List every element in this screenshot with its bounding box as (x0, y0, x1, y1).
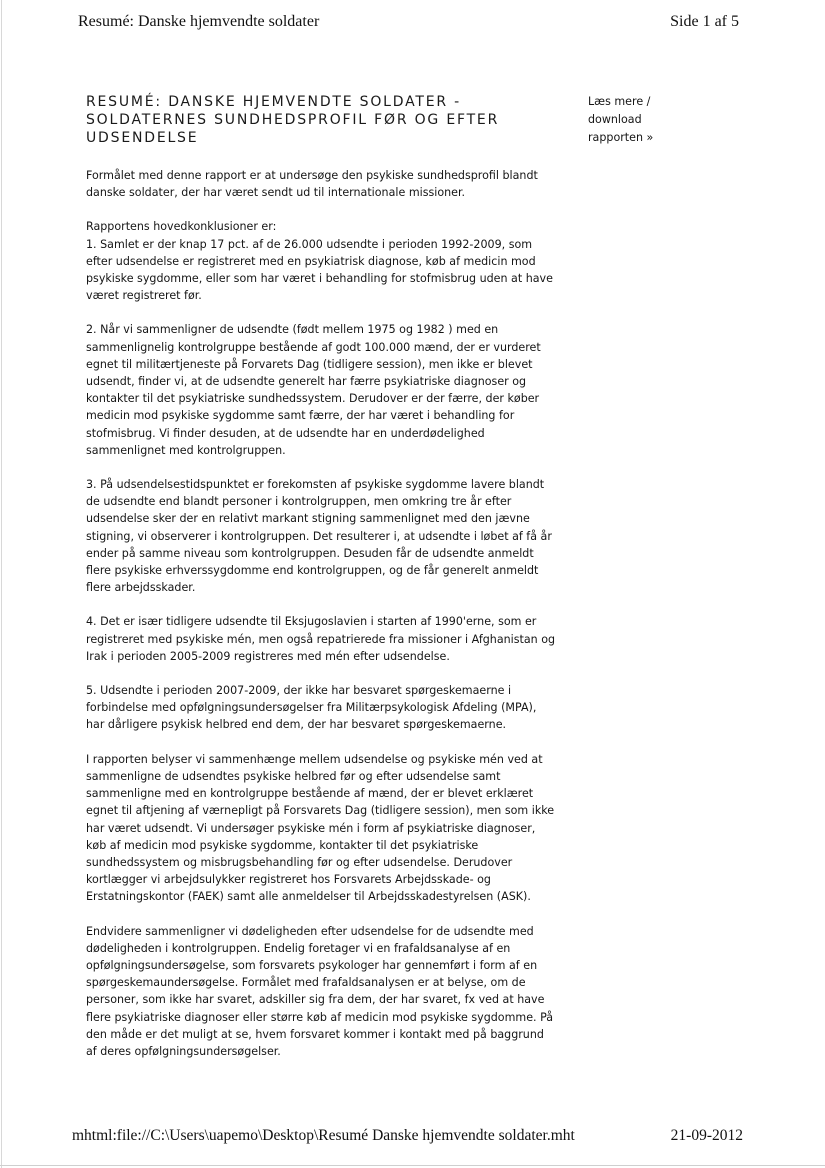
paragraph-line: Rapportens hovedkonklusioner er: (86, 220, 277, 234)
paragraph-line: 5. Udsendte i perioden 2007-2009, der ikke har besvaret spørgeskemaerne i (86, 684, 512, 698)
paragraph-line: udsendelse sker der en relativt markant stigning sammenlignet med den jævne (86, 512, 530, 526)
paragraph-line: Formålet med denne rapport er at undersøge den psykiske sundhedsprofil blandt (86, 169, 538, 182)
link-line: download (588, 113, 642, 126)
paragraph-line: køb af medicin mod psykiske sygdomme, kontakter til det psykiatriske (86, 838, 479, 852)
article-paragraph (86, 321, 572, 459)
paragraph-line: egnet til aftjening af værnepligt på Forsvarets Dag (tidligere session), men som ikke (86, 804, 555, 818)
print-page-number: Side 1 af 5 (670, 13, 739, 30)
article-body (86, 167, 572, 1060)
paragraph-line: de udsendte end blandt personer i kontrolgruppen, men omkring tre år efter (86, 495, 512, 509)
paragraph-line: personer, som ikke har svaret, adskiller sig fra dem, der har svaret, fx ved at have (86, 993, 545, 1007)
paragraph-line: kontakter til det psykiatriske sundhedssystem. Derudover er der færre, der køber (86, 392, 540, 406)
paragraph-line: psykiske sygdomme, eller som har været i behandling for stofmisbrug uden at have (86, 272, 553, 286)
paragraph-line: forbindelse med opfølgningsundersøgelser fra Militærpsykologisk Afdeling (MPA), (86, 701, 537, 715)
paragraph-line: spørgeskemaundersøgelse. Formålet med frafaldsanalysen er at belyse, om de (86, 976, 526, 990)
page-bottom-edge (0, 1165, 825, 1166)
paragraph-line: sundhedssystem og misbrugsbehandling før og efter udsendelse. Derudover (86, 855, 513, 869)
paragraph-line: opfølgningsundersøgelse, som forsvarets psykologer har gennemført i form af en (86, 958, 538, 972)
heading-line: SOLDATERNES SUNDHEDSPROFIL FØR OG EFTER (86, 112, 500, 128)
paragraph-line: sammenligne de udsendtes psykiske helbred før og efter udsendelse samt (86, 769, 501, 783)
paragraph-line: 4. Det er især tidligere udsendte til Eksjugoslavien i starten af 1990'erne, som er (86, 615, 537, 629)
article-paragraph (86, 613, 572, 665)
paragraph-line: Endvidere sammenligner vi dødeligheden efter udsendelse for de udsendte med (86, 924, 534, 938)
heading-line: UDSENDELSE (86, 130, 199, 146)
paragraph-line: stofmisbrug. Vi finder desuden, at de udsendte har en underdødelighed (86, 426, 485, 440)
article-paragraph (86, 167, 572, 201)
paragraph-line: den måde er det muligt at se, hvem forsvaret kommer i kontakt med på baggrund (86, 1027, 544, 1041)
paragraph-line: 3. På udsendelsestidspunktet er forekomsten af psykiske sygdomme lavere blandt (86, 478, 545, 492)
paragraph-line: sammenligne med en kontrolgruppe bestående af mænd, der er blevet erklæret (86, 787, 534, 801)
paragraph-line: dødeligheden i kontrolgruppen. Endelig foretager vi en frafaldsanalyse af en (86, 941, 511, 955)
paragraph-line: udsendt, finder vi, at de udsendte generelt har færre psykiatriske diagnoser og (86, 375, 527, 389)
paragraph-line: ender på samme niveau som kontrolgruppen. Desuden får de udsendte anmeldt (86, 546, 534, 560)
paragraph-line: været registreret før. (86, 289, 202, 303)
read-more-download-link[interactable] (588, 93, 698, 147)
page-left-edge (1, 0, 2, 1168)
heading-line: RESUMÉ: DANSKE HJEMVENDTE SOLDATER - (86, 94, 462, 110)
paragraph-line: 2. Når vi sammenligner de udsendte (født mellem 1975 og 1982 ) med en (86, 323, 499, 337)
article-paragraph (86, 218, 572, 304)
paragraph-line: danske soldater, der har været sendt ud til internationale missioner. (86, 186, 466, 200)
paragraph-line: flere psykiske erhverssygdomme end kontrolgruppen, og de får generelt anmeldt (86, 564, 539, 578)
paragraph-line: sammenlignelig kontrolgruppe bestående af godt 100.000 mænd, der er vurderet (86, 340, 541, 354)
print-footer (0, 1124, 825, 1148)
paragraph-line: sammenlignet med kontrolgruppen. (86, 443, 286, 457)
print-footer-path: mhtml:file://C:\Users\uapemo\Desktop\Resumé Danske hjemvendte soldater.mht (72, 1127, 575, 1144)
paragraph-line: medicin mod psykiske sygdomme samt færre, der har været i behandling for (86, 409, 515, 423)
article-heading (86, 93, 572, 147)
article-paragraph (86, 682, 572, 734)
paragraph-line: 1. Samlet er der knap 17 pct. af de 26.000 udsendte i perioden 1992-2009, som (86, 237, 533, 251)
paragraph-line: af deres opfølgningsundersøgelser. (86, 1044, 281, 1058)
paragraph-line: Erstatningskontor (FAEK) samt alle anmeldelser til Arbejdsskadestyrelsen (ASK). (86, 890, 531, 904)
print-header-title: Resumé: Danske hjemvendte soldater (78, 13, 320, 30)
link-line: rapporten » (588, 131, 654, 144)
paragraph-line: flere arbejdsskader. (86, 581, 196, 595)
print-header (0, 10, 825, 36)
paragraph-line: egnet til militærtjeneste på Forvarets Dag (tidligere session), men ikke er blevet (86, 357, 533, 371)
paragraph-line: registreret med psykiske mén, men også repatrierede fra missioner i Afghanistan og (86, 632, 556, 646)
paragraph-line: kortlægger vi arbejdsulykker registreret hos Forsvarets Arbejdsskade- og (86, 873, 491, 887)
paragraph-line: Irak i perioden 2005-2009 registreres med mén efter udsendelse. (86, 649, 450, 663)
article-paragraph (86, 923, 572, 1061)
paragraph-line: har dårligere psykisk helbred end dem, der har besvaret spørgeskemaerne. (86, 718, 507, 732)
article (86, 93, 572, 1077)
paragraph-line: stigning, vi observerer i kontrolgruppen. Det resulterer i, at udsendte i løbet af få år (86, 529, 552, 543)
paragraph-line: efter udsendelse er registreret med en psykiatrisk diagnose, køb af medicin mod (86, 254, 536, 268)
article-paragraph (86, 751, 572, 906)
article-paragraph (86, 476, 572, 596)
paragraph-line: flere psykiatriske diagnoser eller større køb af medicin mod psykiske sygdomme. På (86, 1010, 554, 1024)
paragraph-line: har været udsendt. Vi undersøger psykiske mén i form af psykiatriske diagnoser, (86, 821, 536, 835)
link-line: Læs mere / (588, 95, 651, 108)
paragraph-line: I rapporten belyser vi sammenhænge mellem udsendelse og psykiske mén ved at (86, 752, 543, 766)
print-footer-date: 21-09-2012 (670, 1127, 743, 1144)
